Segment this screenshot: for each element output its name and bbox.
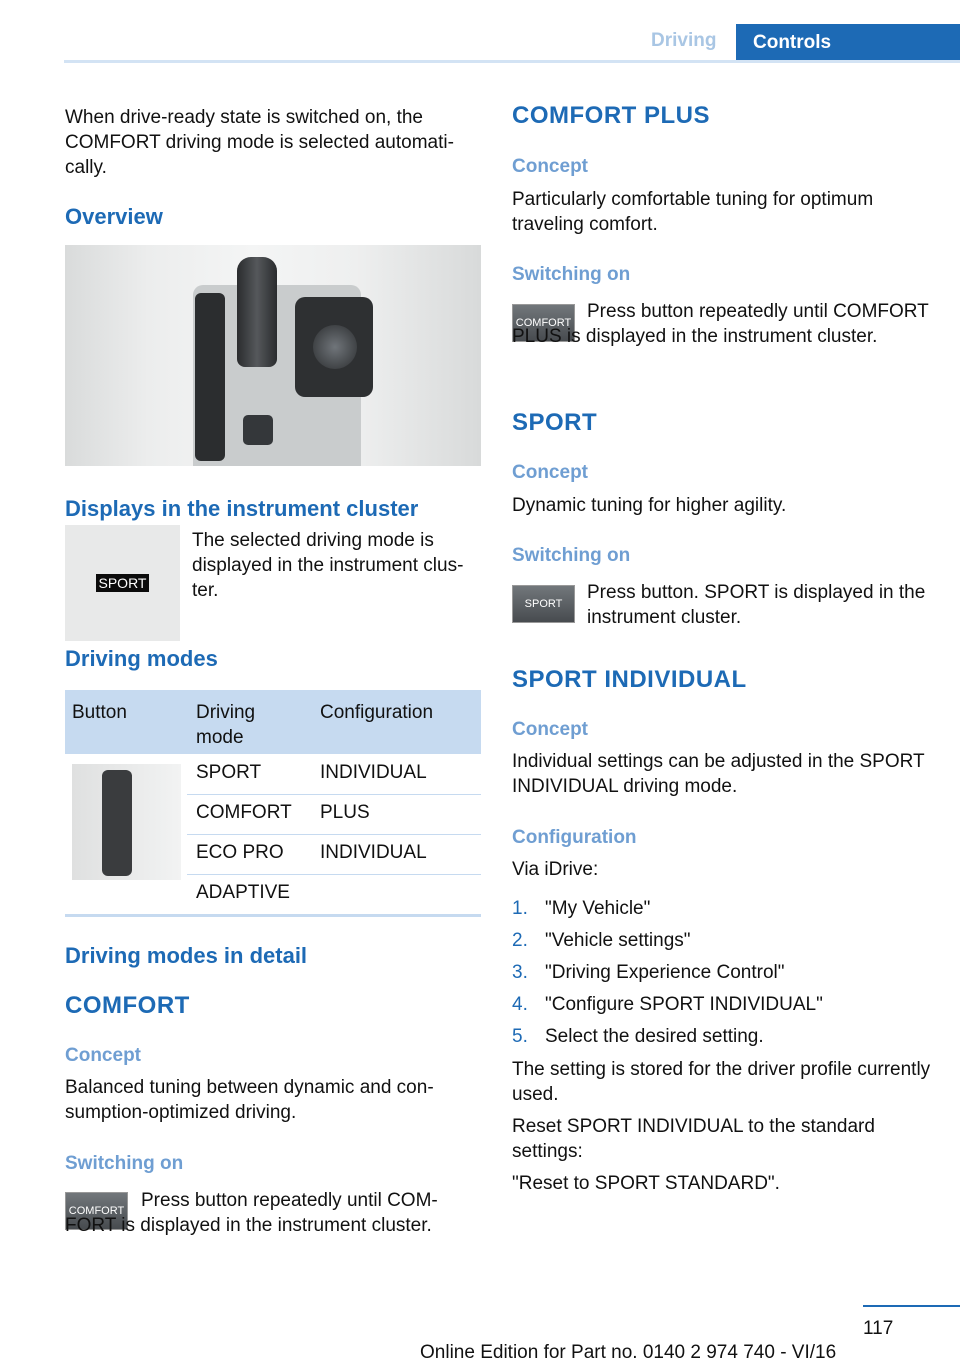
detail-heading: Driving modes in detail <box>65 943 308 968</box>
table-cell-mode: COMFORT <box>196 802 292 823</box>
sport-concept-text: Dynamic tuning for higher agility. <box>512 495 787 516</box>
comfort-plus-switch-label: Switching on <box>512 264 631 285</box>
table-cell-mode: SPORT <box>196 762 262 783</box>
driving-mode-buttons-photo <box>72 764 181 880</box>
reset-command-text: "Reset to SPORT STANDARD". <box>512 1173 780 1194</box>
sport-concept-label: Concept <box>512 462 588 483</box>
sport-button-image: SPORT <box>512 585 575 623</box>
table-row <box>187 794 481 835</box>
table-cell-config: PLUS <box>320 802 370 823</box>
driving-modes-table <box>65 690 481 903</box>
step-text: "Driving Experience Control" <box>545 962 785 983</box>
step-number: 3. <box>512 962 528 983</box>
footer-rule <box>863 1305 960 1307</box>
parking-brake-button <box>243 415 273 445</box>
list-item <box>512 992 932 1024</box>
table-cell-mode: ECO PRO <box>196 842 284 863</box>
displays-heading: Displays in the instrument cluster <box>65 496 419 521</box>
table-header-row <box>65 690 481 754</box>
header-chapter-tab: Controls <box>736 24 960 62</box>
sport-switch-label: Switching on <box>512 545 631 566</box>
step-text: "Configure SPORT INDIVIDUAL" <box>545 994 823 1015</box>
gear-selector-lever <box>237 257 277 367</box>
table-header-driving-mode: Driving mode <box>196 702 256 748</box>
comfort-concept-label: Concept <box>65 1045 141 1066</box>
table-header-button: Button <box>72 702 127 723</box>
step-number: 5. <box>512 1026 528 1047</box>
displays-text: The selected driving mode is displayed in the instrument cluster. <box>192 530 464 601</box>
step-number: 1. <box>512 898 528 919</box>
step-text: Select the desired setting. <box>545 1026 764 1047</box>
comfort-button-image: COMFORT <box>65 1192 128 1230</box>
comfort-concept-text: Balanced tuning between dynamic and consumption-optimized driving. <box>65 1077 434 1123</box>
table-cell-mode: ADAPTIVE <box>196 882 290 903</box>
list-item <box>512 1024 932 1056</box>
mode-button-panel <box>195 293 225 461</box>
table-header-configuration: Configuration <box>320 702 434 723</box>
configuration-label: Configuration <box>512 827 637 848</box>
sport-switch-text: Press button. SPORT is displayed in the instrument cluster. <box>587 582 926 628</box>
header-section: Driving <box>651 30 717 51</box>
comfort-switch-text: Press button repeatedly until COMFORT is displayed in the instrument cluster. <box>65 1190 438 1236</box>
button-panel <box>102 770 132 876</box>
center-console-photo <box>65 245 481 466</box>
sport-heading: SPORT <box>512 409 598 436</box>
table-cell-config: INDIVIDUAL <box>320 762 427 783</box>
overview-heading: Overview <box>65 204 163 229</box>
step-text: "Vehicle settings" <box>545 930 691 951</box>
table-row <box>187 834 481 875</box>
list-item <box>512 896 932 928</box>
step-text: "My Vehicle" <box>545 898 651 919</box>
step-number: 2. <box>512 930 528 951</box>
reset-text: Reset SPORT INDIVIDUAL to the standard settings: <box>512 1116 875 1162</box>
sport-individual-concept-text: Individual settings can be adjusted in the SPORT INDIVIDUAL driving mode. <box>512 751 925 797</box>
sport-individual-heading: SPORT INDIVIDUAL <box>512 666 747 693</box>
sport-individual-concept-label: Concept <box>512 719 588 740</box>
table-row <box>187 754 481 795</box>
list-item <box>512 960 932 992</box>
table-row <box>187 874 481 914</box>
idrive-controller-knob <box>313 325 357 369</box>
header-rule <box>64 60 960 63</box>
comfort-plus-switch-text: Press button repeatedly until COMFORT PLUS is displayed in the instrument cluster. <box>512 301 929 347</box>
comfort-plus-concept-text: Particularly comfortable tuning for optimum traveling comfort. <box>512 189 874 235</box>
driving-modes-heading: Driving modes <box>65 646 218 671</box>
intro-text: When drive-ready state is switched on, the COMFORT driving mode is selected automatically. <box>65 107 454 178</box>
comfort-switch-label: Switching on <box>65 1153 184 1174</box>
list-item <box>512 928 932 960</box>
sport-display-chip: SPORT <box>96 574 149 592</box>
step-number: 4. <box>512 994 528 1015</box>
configuration-steps <box>512 896 932 1056</box>
via-idrive-text: Via iDrive: <box>512 859 599 880</box>
comfort-plus-button-image: COMFORT <box>512 304 575 342</box>
comfort-plus-concept-label: Concept <box>512 156 588 177</box>
stored-text: The setting is stored for the driver profile currently used. <box>512 1059 931 1105</box>
edition-footer: Online Edition for Part no. 0140 2 974 740 - VI/16 <box>420 1342 837 1363</box>
comfort-plus-heading: COMFORT PLUS <box>512 102 710 129</box>
table-cell-config: INDIVIDUAL <box>320 842 427 863</box>
page-number: 117 <box>863 1318 894 1339</box>
comfort-heading: COMFORT <box>65 992 190 1019</box>
table-bottom-rule <box>65 914 481 917</box>
